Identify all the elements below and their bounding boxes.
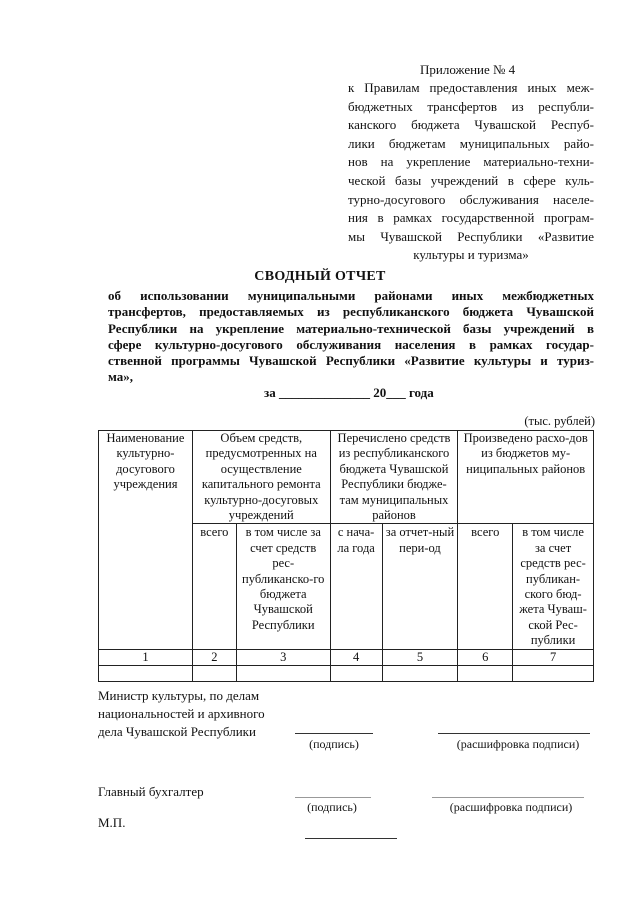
accountant-decoding-line <box>432 797 584 798</box>
subtitle-line: ма», <box>108 369 134 385</box>
table-cell <box>382 666 458 682</box>
stamp-line <box>305 838 397 839</box>
table-row <box>99 666 594 682</box>
subtitle-line: трансфертов, предоставляемых из республиканского бюджета Чувашской <box>108 304 594 320</box>
column-number: 2 <box>192 649 236 665</box>
signature-caption: (подпись) <box>309 737 359 751</box>
table-cell <box>458 666 513 682</box>
table-header-row <box>99 431 594 524</box>
appendix-text <box>348 79 594 265</box>
subtitle-line: ственной программы Чувашской Республики «Развитие культуры и туриз- <box>108 353 594 369</box>
decoding-caption: (расшифровка подписи) <box>456 737 580 751</box>
header-expenses: Произведено расхо-дов из бюджетов му-ниципальных районов <box>458 431 594 524</box>
table-cell <box>513 666 594 682</box>
report-table <box>98 430 594 682</box>
appendix-line: бюджетных трансфертов из республи- <box>348 98 594 114</box>
appendix-line: нов на укрепление материально-техни- <box>348 154 594 170</box>
subtitle-line: сфере культурно-досугового обслуживания населения в рамках государ- <box>108 336 594 352</box>
subheader-republic-funds: в том числе за счет средств рес-публиканско-го бюджета Чувашской Республики <box>236 524 330 649</box>
decoding-caption: (расшифровка подписи) <box>449 800 573 814</box>
table-cell <box>330 666 382 682</box>
appendix-line: канского бюджета Чувашской Респуб- <box>348 117 594 133</box>
column-number-row <box>99 649 594 665</box>
subtitle-line: об использовании муниципальными районами иных межбюджетных <box>108 288 594 303</box>
table-cell <box>99 666 193 682</box>
header-planned-funds: Объем средств, предусмотренных на осуществление капитального ремонта культурно-досуговых учреждений <box>192 431 330 524</box>
report-period: за ______________ 20___ года <box>264 385 434 400</box>
appendix-title: Приложение № 4 <box>420 62 516 77</box>
table-cell <box>192 666 236 682</box>
minister-signature-line <box>295 733 373 734</box>
header-institution-name: Наименование культурно-досугового учреждения <box>99 431 193 650</box>
subtitle-line: Республики на укрепление материально-технической базы учреждений в <box>108 320 594 336</box>
subheader-total: всего <box>458 524 513 649</box>
appendix-line: к Правилам предоставления иных меж- <box>348 80 594 95</box>
subheader-republic-funds: в том числе за счет средств рес-публикан-ского бюд-жета Чуваш-ской Рес-публики <box>513 524 594 649</box>
subheader-total: всего <box>192 524 236 649</box>
report-subtitle <box>108 288 594 386</box>
table-cell <box>236 666 330 682</box>
accountant-label: Главный бухгалтер <box>98 784 204 799</box>
signature-caption: (подпись) <box>307 800 357 814</box>
appendix-line: культуры и туризма» <box>413 247 529 263</box>
appendix-line: лики бюджетам муниципальных райо- <box>348 135 594 151</box>
minister-decoding-line <box>438 733 590 734</box>
appendix-line: турно-досугового обслуживания населе- <box>348 191 594 207</box>
column-number: 3 <box>236 649 330 665</box>
column-number: 5 <box>382 649 458 665</box>
header-transferred-funds: Перечислено средств из республиканского бюджета Чувашской Республики бюдже-там муниципальных районов <box>330 431 458 524</box>
column-number: 1 <box>99 649 193 665</box>
report-title: СВОДНЫЙ ОТЧЕТ <box>254 269 386 284</box>
minister-label: Министр культуры, по делам национальностей и архивного дела Чувашской Республики <box>98 688 265 739</box>
column-number: 7 <box>513 649 594 665</box>
column-number: 6 <box>458 649 513 665</box>
units-label: (тыс. рублей) <box>524 414 595 428</box>
appendix-line: мы Чувашской Республики «Развитие <box>348 228 594 244</box>
appendix-line: ния в рамках государственной програм- <box>348 210 594 226</box>
subheader-since-year-start: с нача-ла года <box>330 524 382 649</box>
subheader-reporting-period: за отчет-ный пери-од <box>382 524 458 649</box>
appendix-line: ческой базы учреждений в сфере куль- <box>348 172 594 188</box>
stamp-label: М.П. <box>98 815 126 830</box>
column-number: 4 <box>330 649 382 665</box>
accountant-signature-line <box>295 797 371 798</box>
